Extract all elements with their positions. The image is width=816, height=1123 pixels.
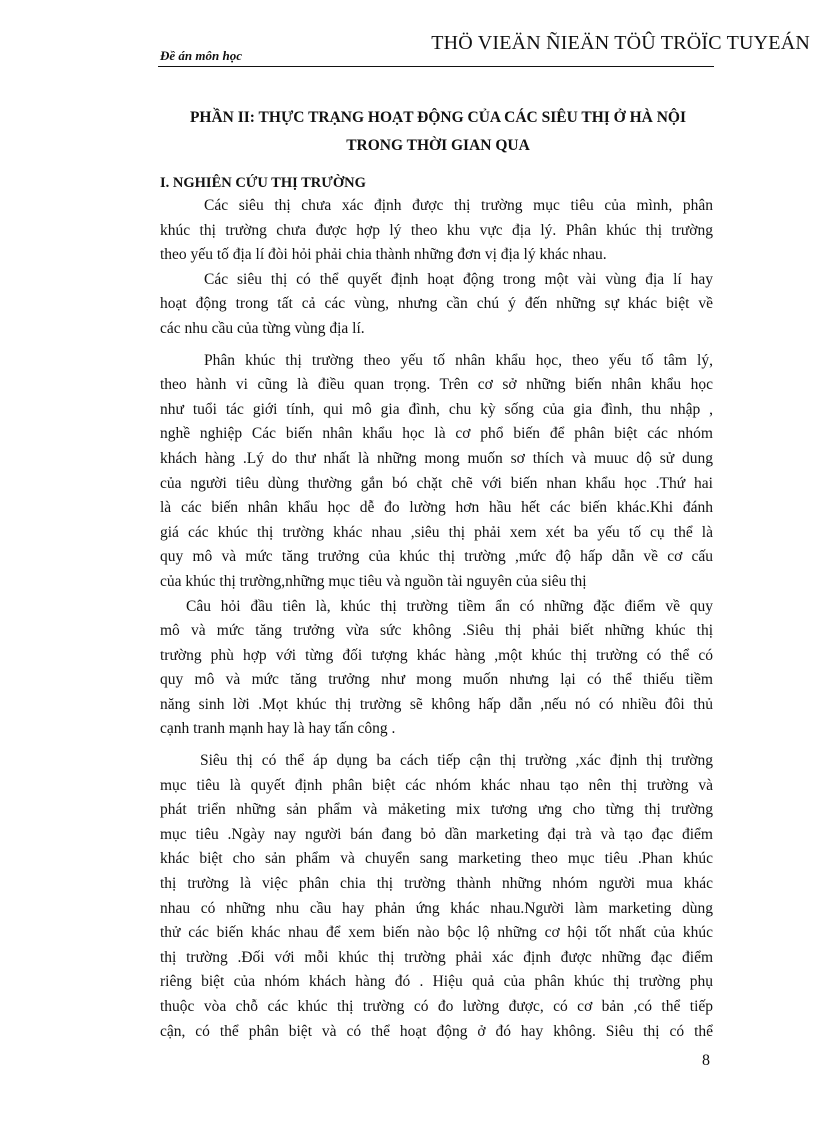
text-line: Phân khúc thị trường theo yếu tố nhân khẩu học, theo yếu tố tâm lý, <box>204 351 713 369</box>
header-library-banner: THÖ VIEÄN ÑIEÄN TÖÛ TRÖÏC TUYEÁN <box>431 32 810 54</box>
paragraph <box>160 349 713 595</box>
text-line: nhau có những nhu cầu hay phản ứng khác nhau.Người làm marketing dùng <box>160 899 713 917</box>
text-line: theo yếu tố địa lí đòi hỏi phải chia thành những đơn vị địa lý khác nhau. <box>160 246 607 264</box>
paragraph-gap <box>160 342 713 349</box>
text-line: khúc thị trường chưa được hợp lý theo khu vực địa lý. Phân khúc thị trường <box>160 221 713 239</box>
text-line: thị trường .Đối với mỗi khúc thị trường phải xác định được những đạc điểm <box>160 948 713 966</box>
text-line: mô và mức tăng trưởng vừa sức không .Siêu thị phải biết những khúc thị <box>160 622 713 640</box>
text-line: Câu hỏi đầu tiên là, khúc thị trường tiềm ẩn có những đặc điểm về quy <box>186 597 713 615</box>
text-line: quy mô và mức tăng trưởng của khúc thị trường ,mức độ hấp dẫn về cơ cấu <box>160 548 713 566</box>
chapter-title <box>160 104 716 160</box>
text-line: cận, có thể phân biệt và có thể hoạt động ở đó hay không. Siêu thị có thể <box>160 1022 713 1040</box>
text-line: của người tiêu dùng thường gắn bó chặt chẽ với biến nhan khẩu học .Thứ hai <box>160 474 713 492</box>
text-line: cạnh tranh mạnh hay là hay tấn công . <box>160 720 396 738</box>
text-line: mục tiêu là quyết định phân biệt các nhóm khác nhau tạo nên thị trường và <box>160 776 713 794</box>
text-line: hoạt động trong tất cả các vùng, nhưng cần chú ý đến những sự khác biệt về <box>160 295 713 313</box>
text-line: các nhu cầu của từng vùng địa lí. <box>160 319 365 337</box>
page-number: 8 <box>702 1052 710 1069</box>
text-line: theo hành vi cũng là điều quan trọng. Trên cơ sở những biến nhân khẩu học <box>160 376 713 394</box>
paragraph <box>160 194 713 268</box>
text-line: năng sinh lời .Mọt khúc thị trường sẽ không hấp dẫn ,nếu nó có nhiều đôi thủ <box>160 695 713 713</box>
text-line: khách hàng .Lý do thư nhất là những mong muốn sơ thích và muuc dộ sử dung <box>160 449 713 467</box>
header-divider <box>158 66 714 67</box>
text-line: khác biệt cho sản phẩm và chuyển sang marketing theo mục tiêu .Phan khúc <box>160 850 713 868</box>
section-heading: I. NGHIÊN CỨU THỊ TRƯỜNG <box>160 175 366 191</box>
text-line: thuộc vòa chỗ các khúc thị trường có đo lường được, có cơ bản ,có thể tiếp <box>160 998 713 1015</box>
text-line: như tuổi tác giới tính, qui mô gia đình, chu kỳ sống của gia đình, thu nhập , <box>160 400 713 418</box>
text-line: Các siêu thị chưa xác định được thị trường mục tiêu của mình, phân <box>204 197 713 214</box>
text-line: là các biến nhân khẩu học dễ đo lường hơn hầu hết các biến khác.Khi đánh <box>160 499 713 517</box>
text-line: giá các khúc thị trường khác nhau ,siêu thị phải xem xét ba yếu tố cụ thể là <box>160 523 713 541</box>
paragraph <box>160 595 713 743</box>
text-line: trường phù hợp với từng đối tượng khác hàng ,một khúc thị trường có thể có <box>160 646 713 664</box>
text-line: mục tiêu .Ngày nay người bán đang bỏ dần marketing đại trà và tạo đạc điểm <box>160 825 713 843</box>
text-line: nghề nghiệp Các biến nhân khẩu học là cơ phổ biến để phân biệt các nhóm <box>160 425 713 443</box>
chapter-title-line-2: TRONG THỜI GIAN QUA <box>346 137 530 154</box>
body-text <box>160 194 713 1044</box>
paragraph <box>160 749 713 1044</box>
text-line: thị trường là việc phân chia thị trường thành những nhóm người mua khác <box>160 875 713 893</box>
text-line: Siêu thị có thể áp dụng ba cách tiếp cận thị trường ,xác định thị trường <box>200 752 713 770</box>
text-line: phát triển những sản phẩm và mảketing mix tương ưng cho từng thị trường <box>160 801 713 819</box>
text-line: quy mô và mức tăng trưởng như mong muốn nhưng lại có thể thiếu tiềm <box>160 671 713 689</box>
text-line: Các siêu thị có thể quyết định hoạt động trong một vài vùng địa lí hay <box>204 270 713 288</box>
text-line: riêng biệt của nhóm khách hàng đó . Hiệu quả của phân khúc thị trường phụ <box>160 973 713 991</box>
text-line: thử các biến khác nhau để xem biến nào bộc lộ những cơ hội tốt nhất của khúc <box>160 924 713 942</box>
paragraph <box>160 268 713 342</box>
header-course-label: Đề án môn học <box>160 48 242 63</box>
paragraph-gap <box>160 742 713 749</box>
text-line: của khúc thị trường,những mục tiêu và nguồn tài nguyên của siêu thị <box>160 572 587 590</box>
chapter-title-line-1: PHẦN II: THỰC TRẠNG HOẠT ĐỘNG CỦA CÁC SIÊU THỊ Ở HÀ NỘI <box>189 109 687 126</box>
